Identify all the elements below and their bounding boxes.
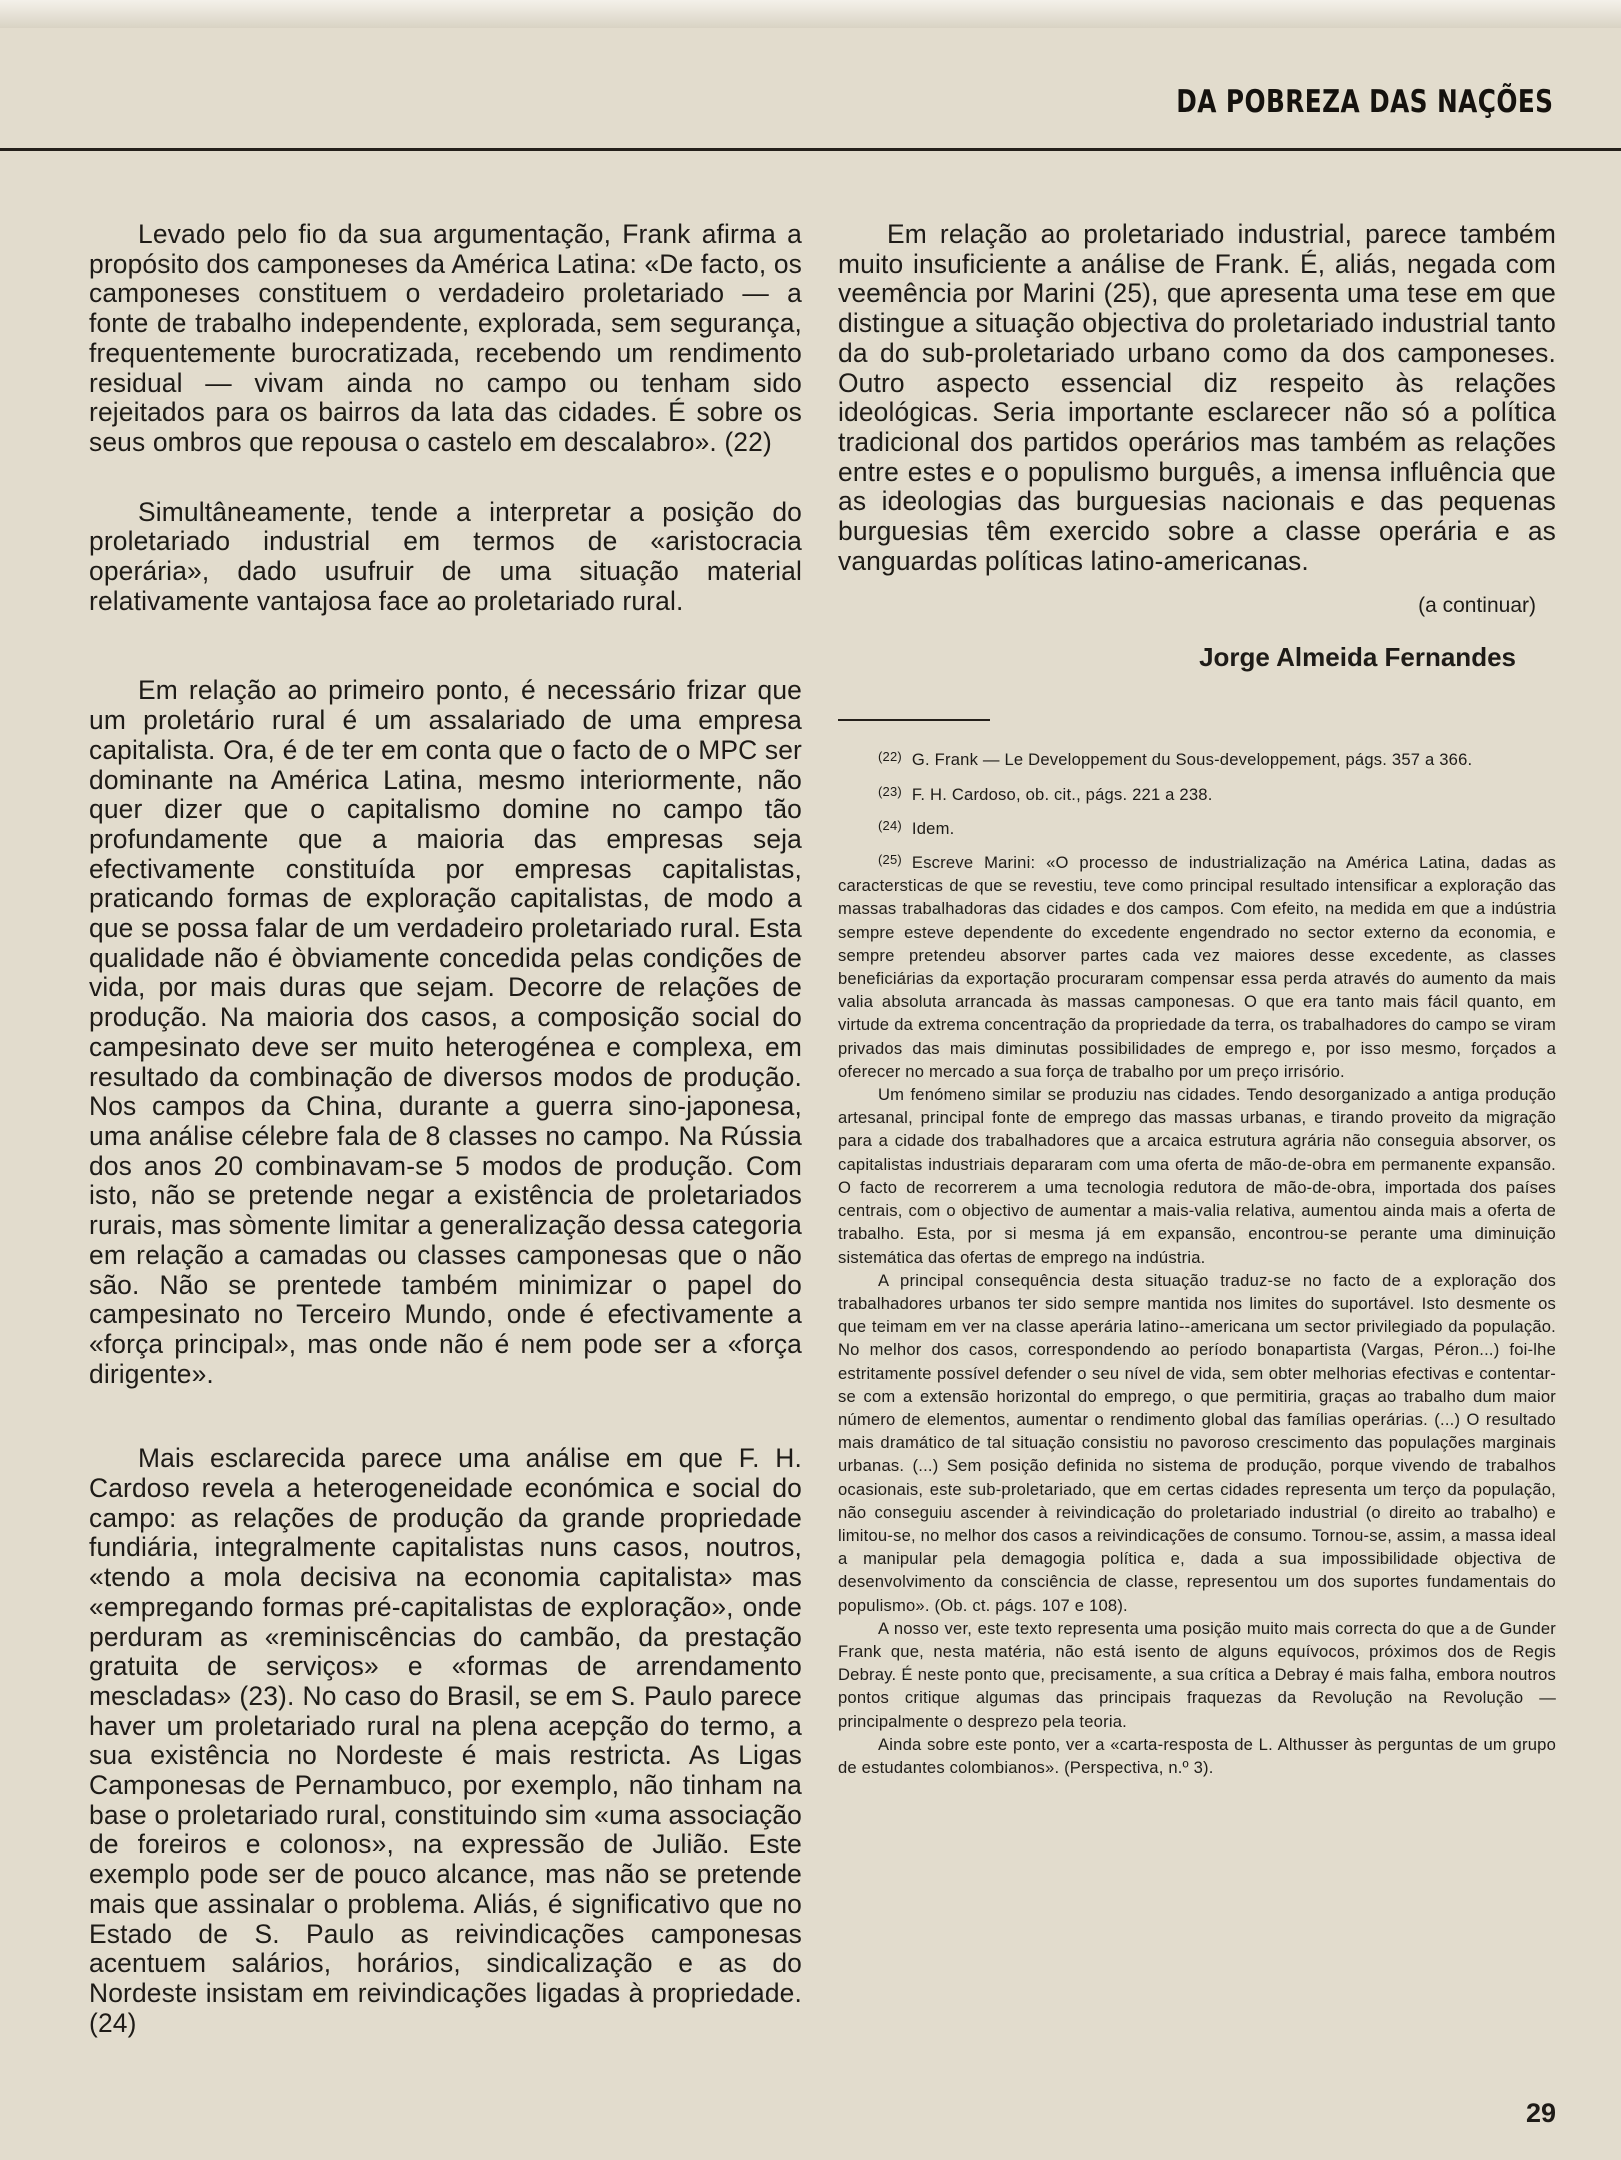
running-header-title: DA POBREZA DAS NAÇÕES [1175,84,1553,120]
footnote-number: (24) [878,817,902,833]
body-paragraph-2: Simultâneamente, tende a interpretar a posição do proletariado industrial em termos de «aristocracia operária», dado usufruir de uma situação material relativamente vantajosa face ao proletariado rural. [89,496,802,616]
footnotes [838,745,1556,1779]
page-number: 29 [1525,2098,1556,2128]
footnote-text: G. Frank — Le Developpement du Sous-developpement, págs. 357 a 366. [911,750,1473,770]
footnote-rule [838,719,990,721]
footnote-25-paragraph: A principal consequência desta situação traduz-se no facto de a exploração dos trabalhadores urbanos ter sido sempre mantida nos limites do suportável. Isto desmente os que teimam em ver na classe aperária latino--americana um sector privilegiado da população. No melhor dos casos, correspondendo ao período bonapartista (Vargas, Péron...) foi-lhe estritamente possível defender o seu nível de vida, sem obter melhorias efectivas e contentar-se com a extensão horizontal do emprego, o que permitiria, graças ao trabalho dum maior número de elementos, aumentar o rendimento global das famílias operárias. (...) O resultado mais dramático de tal situação consistiu no pavoroso crescimento das populações marginais urbanas. (...) Sem posição definida no sistema de produção, porque vivendo de trabalhos ocasionais, este sub-proletariado, que em certas cidades representa um terço da população, não conseguiu ascender à reivindicação do proletariado industrial (o direito ao trabalho) e limitou-se, no melhor dos casos a reivindicações de consumo. Tornou-se, assim, a massa ideal a manipular pela demagogia política e, dada a sua impossibilidade objectiva de desenvolvimento da consciência de classe, representou um dos suportes fundamentais do populismo». (Ob. ct. págs. 107 e 108). [838,1270,1556,1615]
continue-note: (a continuar) [1418,594,1536,618]
footnote-24 [838,814,1556,840]
scan-top-edge [0,0,1621,28]
header-rule [0,148,1621,151]
footnote-text: F. H. Cardoso, ob. cit., págs. 221 a 238. [911,784,1213,804]
footnote-number: (22) [878,749,902,765]
footnote-25-paragraph: A nosso ver, este texto representa uma posição muito mais correcta do que a de Gunder Frank que, nesta matéria, não está isento de alguns equívocos, próximos dos de Regis Debray. É neste ponto que, precisamente, a sua crítica a Debray é mais falha, embora noutros pontos critique algumas das principais fraquezas da Revolução na Revolução — principalmente o desprezo pela teoria. [838,1618,1556,1731]
right-column [838,220,1556,1779]
body-paragraph-3: Em relação ao primeiro ponto, é necessário frizar que um proletário rural é um assalariado de uma empresa capitalista. Ora, é de ter em conta que o facto de o MPC ser dominante na América Latina, mesmo interiormente, não quer dizer que o capitalismo domine no campo tão profundamente que a maioria das empresas seja efectivamente constituída por empresas capitalistas, praticando formas de exploração capitalistas, de modo a que se possa falar de um verdadeiro proletariado rural. Esta qualidade não é òbviamente concedida pelas condições de vida, por mais duras que sejam. Decorre de relações de produção. Na maioria dos casos, a composição social do campesinato deve ser muito heterogénea e complexa, em resultado da combinação de diversos modos de produção. Nos campos da China, durante a guerra sino-japonesa, uma análise célebre fala de 8 classes no campo. Na Rússia dos anos 20 combinavam-se 5 modos de produção. Com isto, não se pretende negar a existência de proletariados rurais, mas sòmente limitar a generalização dessa categoria em relação a camadas ou classes camponesas que o não são. Não se prentede também minimizar o papel do campesinato no Terceiro Mundo, onde é efectivamente a «força principal», mas onde não é nem pode ser a «força dirigente». [89,675,802,1389]
footnote-number: (25) [878,852,902,868]
footnote-text: Idem. [911,818,955,838]
footnote-25-paragraph: Ainda sobre este ponto, ver a «carta-resposta de L. Althusser às perguntas de um grupo de estudantes colombianos». (Perspectiva, n.º 3). [838,1734,1556,1777]
footnote-text: Escreve Marini: «O processo de industrialização na América Latina, dadas as caractersticas de que se revestiu, teve como principal resultado intensificar a exploração das massas trabalhadoras das cidades e dos campos. Com efeito, na medida em que a indústria sempre esteve dependente do excedente engendrado no sector externo da economia, e sempre pretendeu absorver partes cada vez maiores desse excedente, as classes beneficiárias da exportação procuraram compensar essa perda através do aumento da mais valia absoluta arrancada às massas camponesas. O que era tanto mais fácil quanto, em virtude da extrema concentração da propriedade da terra, os trabalhadores do campo se viram privados das mais diminutas possibilidades de emprego e, por isso mesmo, forçados a oferecer no mercado a sua força de trabalho por um preço irrisório. [838,853,1556,1081]
author-name: Jorge Almeida Fernandes [1199,642,1516,673]
footnote-22 [838,745,1556,771]
footnote-25 [838,848,1556,1083]
left-column [89,220,802,2038]
body-paragraph-4: Mais esclarecida parece uma análise em que F. H. Cardoso revela a heterogeneidade económica e social do campo: as relações de produção da grande propriedade fundiária, integralmente capitalistas nuns casos, noutros, «tendo a mola decisiva na economia capitalista» mas «empregando formas pré-capitalistas de exploração», onde perduram as «reminiscências do cambão, da prestação gratuita de serviços» e «formas de arrendamento mescladas» (23). No caso do Brasil, se em S. Paulo parece haver um proletariado rural na plena acepção do termo, a sua existência no Nordeste é mais restricta. As Ligas Camponesas de Pernambuco, por exemplo, não tinham na base o proletariado rural, constituindo sim «uma associação de foreiros e colonos», na expressão de Julião. Este exemplo pode ser de pouco alcance, mas não se pretende mais que assinalar o problema. Aliás, é significativo que no Estado de S. Paulo as reivindicações camponesas acentuem salários, horários, sindicalização e as do Nordeste insistam em reivindicações ligadas à propriedade. (24) [89,1443,802,2038]
footnote-23 [838,780,1556,806]
body-paragraph-5: Em relação ao proletariado industrial, parece também muito insuficiente a análise de Frank. É, aliás, negada com veemência por Marini (25), que apresenta uma tese em que distingue a situação objectiva do proletariado industrial tanto da do sub-proletariado urbano como da dos camponeses. Outro aspecto essencial diz respeito às relações ideológicas. Seria importante esclarecer não só a política tradicional dos partidos operários mas também as relações entre estes e o populismo burguês, a imensa influência que as ideologias das burguesias nacionais e das pequenas burguesias têm exercido sobre a classe operária e as vanguardas políticas latino-americanas. [838,219,1556,576]
footnote-number: (23) [878,783,902,799]
footnote-25-paragraph: Um fenómeno similar se produziu nas cidades. Tendo desorganizado a antiga produção artesanal, principal fonte de emprego das massas urbanas, e tirando proveito da migração para a cidade dos trabalhadores que a arcaica estrutura agrária não conseguia absorver, os capitalistas industriais depararam com uma oferta de mão-de-obra em permanente expansão. O facto de recorrerem a uma tecnologia redutora de mão-de-obra, importada dos países centrais, com o objectivo de aumentar a mais-valia relativa, aumentou ainda mais a oferta de trabalho. Esta, por si mesma já em expansão, encontrou-se perante uma diminuição sistemática das ofertas de emprego na indústria. [838,1085,1556,1267]
body-paragraph-1: Levado pelo fio da sua argumentação, Frank afirma a propósito dos camponeses da América Latina: «De facto, os camponeses constituem o verdadeiro proletariado — a fonte de trabalho independente, explorada, sem segurança, frequentemente burocratizada, recebendo um rendimento residual — vivam ainda no campo ou tenham sido rejeitados para os bairros da lata das cidades. É sobre os seus ombros que repousa o castelo em descalabro». (22) [89,219,802,457]
